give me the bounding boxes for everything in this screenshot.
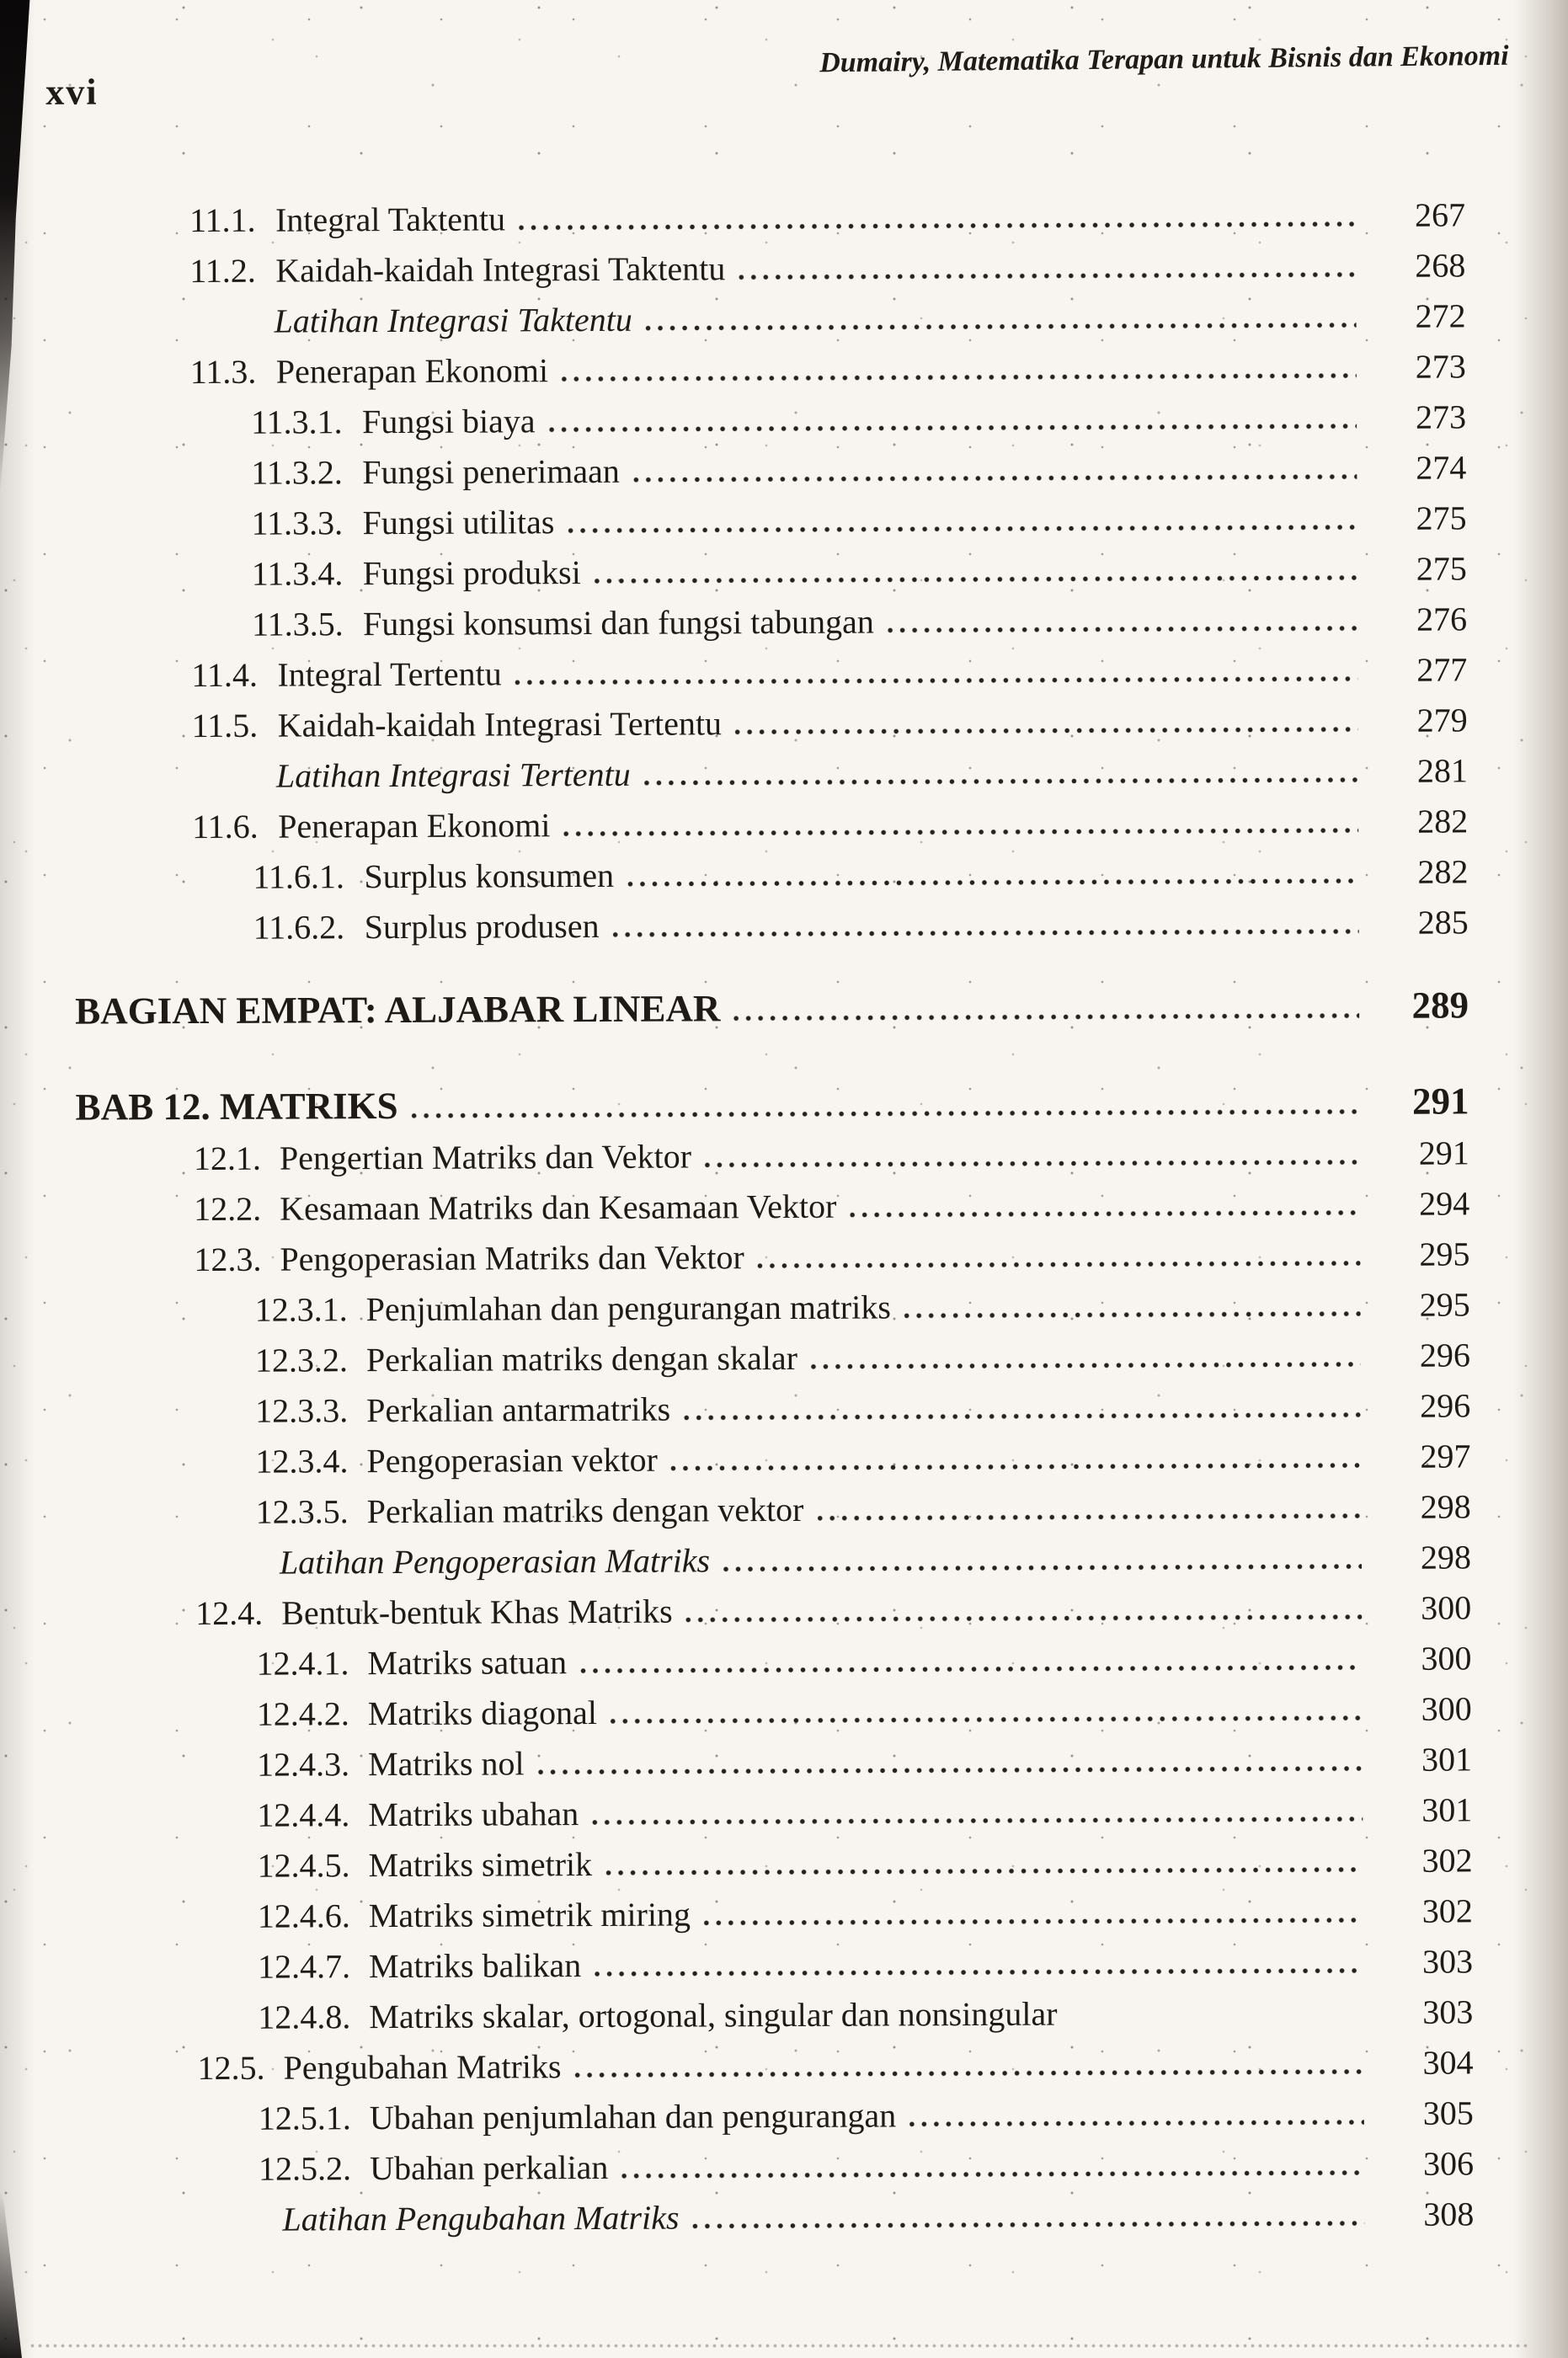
entry-title: Perkalian matriks dengan vektor [366, 1491, 804, 1531]
entry-number: 11.4. [191, 655, 258, 695]
toc-row [73, 537, 1467, 594]
entry-title: Penerapan Ekonomi [278, 806, 551, 846]
entry-number: 12.4.2. [256, 1694, 349, 1733]
toc-row [79, 1880, 1473, 1936]
entry-page: 298 [1420, 1538, 1472, 1576]
toc-row [75, 1071, 1469, 1128]
entry-title: Bentuk-bentuk Khas Matriks [281, 1592, 673, 1632]
entry-number: 11.5. [191, 706, 259, 745]
entry-page: 298 [1420, 1487, 1471, 1526]
entry-number: 12.4. [195, 1593, 264, 1633]
entry-number: 11.6.1. [253, 857, 345, 896]
entry-title: Integral Taktentu [275, 200, 506, 239]
entry-title: Surplus produsen [364, 907, 600, 947]
entry-number: 12.3.2. [254, 1341, 349, 1379]
dot-leader [817, 1513, 1361, 1521]
entry-page: 301 [1421, 1740, 1473, 1779]
entry-number: 12.3.3. [255, 1391, 349, 1430]
entry-title: Ubahan perkalian [370, 2148, 609, 2188]
dot-leader [684, 1412, 1361, 1421]
toc-row [76, 1122, 1469, 1178]
entry-number: 12.3.5. [255, 1492, 349, 1531]
entry-title: Pengubahan Matriks [283, 2047, 562, 2087]
entry-number: 12.5.2. [259, 2149, 352, 2188]
dot-leader [575, 2069, 1364, 2078]
entry-page: 273 [1415, 347, 1466, 386]
entry-title: Pengertian Matriks dan Vektor [279, 1137, 692, 1177]
entry-page: 301 [1421, 1790, 1473, 1829]
entry-title: Matriks nol [367, 1744, 525, 1784]
toc-row [79, 2031, 1473, 2088]
entry-page: 300 [1421, 1639, 1472, 1678]
toc-row [75, 891, 1469, 947]
entry-number: 12.4.8. [258, 1998, 351, 2036]
entry-title: Penjumlahan dan pengurangan matriks [365, 1288, 891, 1329]
scan-edge-right [1512, 0, 1568, 2358]
entry-number: 11.3. [189, 352, 257, 392]
toc-row [72, 335, 1466, 392]
toc-row [77, 1273, 1470, 1330]
dot-leader [693, 2221, 1365, 2228]
dot-leader [621, 2170, 1364, 2179]
entry-number: 11.3.1. [250, 403, 343, 441]
entry-title: Kaidah-kaidah Integrasi Taktentu [275, 249, 726, 290]
entry-page: 296 [1420, 1386, 1471, 1425]
toc-row [78, 1678, 1472, 1734]
entry-title: Perkalian matriks dengan skalar [365, 1339, 798, 1379]
dot-leader [613, 929, 1359, 937]
entry-title: BAB 12. MATRIKS [75, 1084, 398, 1128]
entry-page: 268 [1415, 246, 1466, 285]
entry-page: 304 [1422, 2043, 1474, 2082]
toc-row [78, 1728, 1472, 1785]
toc-row [79, 1981, 1473, 2037]
entry-title: Fungsi biaya [361, 402, 536, 441]
entry-title: Latihan Integrasi Tertentu [275, 755, 631, 795]
entry-title: Pengoperasian vektor [366, 1440, 659, 1480]
dot-leader [515, 676, 1358, 685]
dot-leader [563, 828, 1358, 836]
toc-row [77, 1627, 1471, 1683]
dot-leader [611, 1715, 1363, 1724]
toc-row [75, 975, 1469, 1032]
entry-title: Matriks ubahan [368, 1795, 579, 1834]
entry-title: Penerapan Ekonomi [275, 351, 549, 391]
dot-leader [686, 1614, 1363, 1623]
toc-row [77, 1526, 1471, 1582]
entry-page: 295 [1419, 1235, 1470, 1273]
toc-row [76, 1172, 1469, 1229]
entry-page: 295 [1419, 1285, 1470, 1324]
entry-number: 11.2. [189, 251, 256, 291]
entry-page: 305 [1422, 2094, 1474, 2132]
entry-page: 272 [1415, 296, 1466, 335]
entry-number: 12.4.6. [257, 1897, 350, 1935]
entry-title: Fungsi utilitas [362, 503, 555, 542]
entry-page: 281 [1416, 751, 1468, 790]
entry-title: Matriks balikan [368, 1946, 582, 1986]
dot-leader [595, 575, 1357, 584]
toc-row [80, 2183, 1474, 2239]
entry-number: 11.3.5. [252, 605, 344, 643]
dot-leader [1071, 2019, 1364, 2025]
entry-title: Ubahan penjumlahan dan pengurangan [369, 2096, 897, 2137]
entry-title: Fungsi penerimaan [362, 452, 620, 492]
dot-leader [562, 373, 1357, 381]
entry-page: 275 [1416, 499, 1467, 537]
page-number-label: xvi [45, 71, 99, 113]
entry-page: 289 [1411, 984, 1469, 1027]
entry-number: 12.4.7. [257, 1947, 351, 1986]
entry-title: Fungsi produksi [362, 553, 581, 593]
entry-page: 294 [1419, 1184, 1470, 1223]
entry-page: 306 [1423, 2144, 1475, 2183]
entry-number: 12.4.5. [257, 1846, 350, 1885]
entry-page: 291 [1411, 1080, 1469, 1123]
toc-row [72, 285, 1465, 341]
entry-page: 296 [1419, 1336, 1471, 1374]
entry-page: 302 [1421, 1841, 1473, 1880]
dot-leader [888, 626, 1357, 632]
toc-row [80, 2132, 1474, 2189]
entry-title: Matriks simetrik [368, 1845, 593, 1885]
entry-page: 273 [1415, 397, 1467, 436]
entry-page: 303 [1421, 1942, 1474, 1981]
entry-title: Surplus konsumen [364, 856, 615, 896]
entry-title: Integral Tertentu [277, 654, 502, 694]
toc-row [74, 840, 1468, 897]
dot-leader [592, 1817, 1363, 1825]
entry-page: 300 [1421, 1588, 1472, 1627]
entry-page: 302 [1421, 1891, 1473, 1930]
entry-page: 267 [1414, 195, 1466, 234]
entry-title: Matriks skalar, ortogonal, singular dan nonsingular [369, 1994, 1058, 2036]
dot-leader [850, 1210, 1360, 1218]
dot-leader [735, 727, 1358, 734]
entry-page: 300 [1421, 1689, 1472, 1728]
dot-leader [580, 1665, 1362, 1673]
entry-page: 308 [1423, 2195, 1475, 2233]
toc-row [73, 588, 1467, 644]
entry-number: 11.6.2. [253, 908, 345, 947]
page-header [45, 0, 1509, 121]
toc-row [77, 1475, 1471, 1532]
dot-leader [627, 878, 1358, 887]
dot-leader [568, 525, 1357, 533]
entry-title: BAGIAN EMPAT: ALJABAR LINEAR [75, 986, 721, 1032]
toc-row [72, 234, 1465, 291]
entry-number: 11.3.3. [251, 504, 344, 542]
dot-leader [549, 424, 1357, 432]
entry-title: Latihan Pengubahan Matriks [282, 2198, 680, 2238]
dot-leader [758, 1261, 1361, 1268]
toc-row [74, 790, 1468, 846]
entry-page: 297 [1420, 1437, 1471, 1475]
entry-page: 276 [1416, 600, 1468, 638]
entry-title: Fungsi konsumsi dan fungsi tabungan [363, 602, 874, 643]
entry-number: 12.4.4. [257, 1795, 350, 1834]
entry-number: 12.4.3. [256, 1745, 350, 1784]
dot-leader [904, 1311, 1361, 1318]
entry-title: Matriks simetrik miring [368, 1895, 691, 1935]
dot-leader [705, 1160, 1360, 1167]
entry-number: 11.3.4. [251, 554, 344, 593]
entry-number: 12.4.1. [256, 1644, 349, 1683]
dot-leader [739, 272, 1356, 280]
toc-row [79, 1930, 1473, 1987]
entry-page: 275 [1416, 549, 1467, 588]
toc-row [80, 2082, 1474, 2138]
toc-list [72, 184, 1475, 2239]
toc-row [73, 689, 1467, 745]
entry-title: Pengoperasian Matriks dan Vektor [280, 1238, 744, 1278]
entry-page: 279 [1416, 701, 1468, 739]
toc-row [77, 1576, 1471, 1633]
dot-leader [723, 1564, 1362, 1571]
dot-leader [412, 1109, 1360, 1118]
entry-number: 12.1. [193, 1139, 261, 1178]
entry-page: 285 [1417, 903, 1469, 942]
entry-title: Matriks diagonal [367, 1694, 598, 1733]
dot-leader [671, 1463, 1362, 1471]
entry-page: 291 [1418, 1134, 1469, 1172]
entry-number: 12.5.1. [258, 2099, 351, 2137]
dot-leader [646, 323, 1357, 331]
entry-title: Perkalian antarmatriks [366, 1390, 671, 1430]
toc-row [72, 487, 1466, 543]
dot-leader [733, 1013, 1359, 1021]
toc-row [77, 1425, 1470, 1481]
entry-page: 282 [1417, 802, 1469, 840]
toc-row [77, 1324, 1470, 1380]
entry-number: 11.6. [192, 807, 259, 846]
entry-title: Matriks satuan [367, 1643, 568, 1683]
entry-title: Latihan Pengoperasian Matriks [279, 1541, 711, 1582]
entry-number: 11.3.2. [251, 453, 343, 492]
entry-page: 282 [1417, 852, 1469, 891]
entry-page: 303 [1422, 1993, 1474, 2031]
toc-row [76, 1223, 1469, 1279]
running-title: Dumairy, Matematika Terapan untuk Bisnis dan Ekonomi [819, 40, 1509, 79]
entry-number: 12.5. [197, 2048, 265, 2088]
toc-row [73, 638, 1467, 695]
dot-leader [633, 474, 1357, 483]
entry-number: 12.3. [194, 1240, 262, 1279]
entry-title: Kaidah-kaidah Integrasi Tertentu [277, 704, 723, 744]
toc-row [74, 739, 1468, 796]
entry-number: 12.2. [194, 1189, 262, 1229]
toc-row [72, 436, 1466, 493]
toc-row [78, 1779, 1472, 1835]
dot-leader [909, 2120, 1364, 2126]
toc-row [72, 386, 1466, 442]
entry-title: Kesamaan Matriks dan Kesamaan Vektor [280, 1187, 837, 1228]
dot-leader [519, 221, 1356, 230]
dot-leader [538, 1766, 1363, 1774]
dot-leader [704, 1918, 1363, 1925]
entry-title: Latihan Integrasi Taktentu [274, 300, 632, 340]
entry-page: 277 [1416, 650, 1468, 689]
dot-leader [811, 1362, 1361, 1369]
entry-page: 274 [1416, 448, 1467, 487]
toc-row [72, 184, 1465, 240]
entry-number: 11.1. [189, 200, 256, 240]
toc-row [78, 1829, 1472, 1886]
toc-row [77, 1374, 1470, 1431]
scan-bottom-edge-line [30, 2344, 1529, 2348]
dot-leader [595, 1968, 1363, 1977]
dot-leader [644, 777, 1358, 786]
entry-number: 12.3.4. [255, 1442, 349, 1480]
dot-leader [605, 1867, 1363, 1875]
entry-number: 12.3.1. [254, 1290, 348, 1329]
